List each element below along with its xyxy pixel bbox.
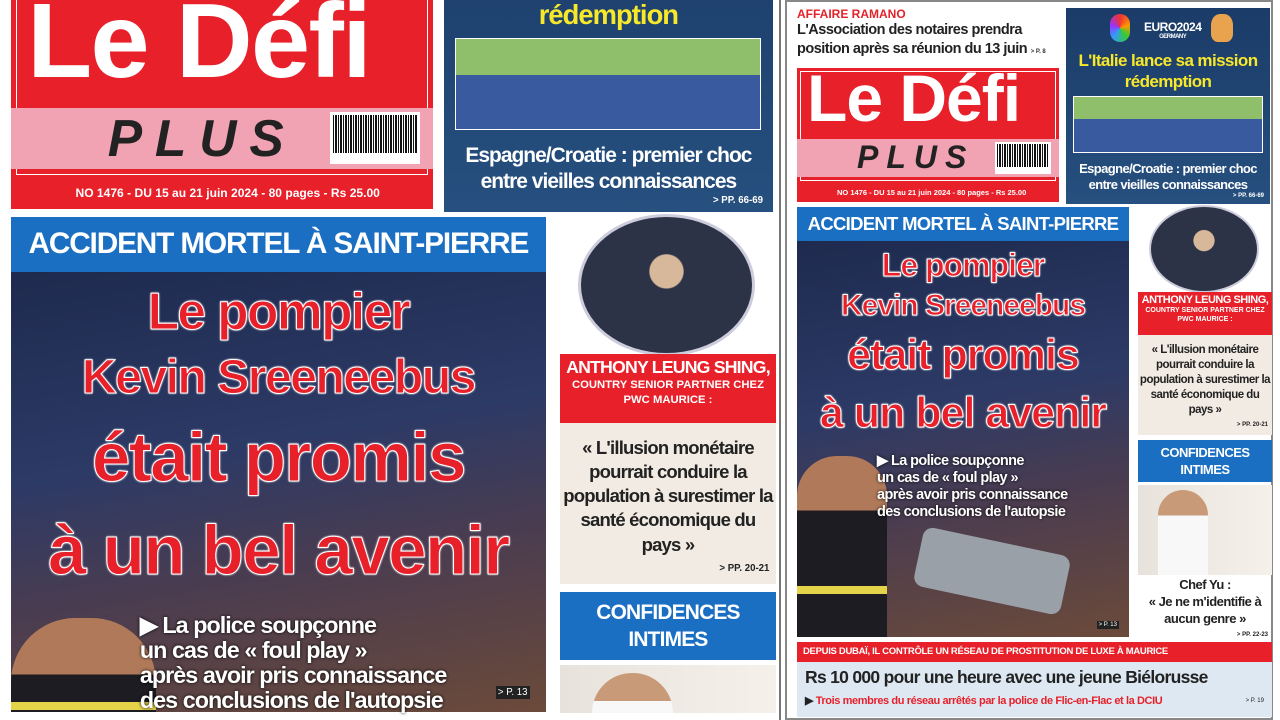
- portrait-photo: [578, 214, 755, 356]
- bottom-subheadline: [805, 694, 1162, 707]
- bottom-headline: Rs 10 000 pour une heure avec une jeune Biélorusse: [805, 667, 1208, 687]
- main-headline-line: Le pompier: [147, 282, 410, 341]
- main-subheadline: [877, 453, 1068, 521]
- sub-line: des conclusions de l'autopsie: [877, 504, 1066, 520]
- sub-line: des conclusions de l'autopsie: [139, 687, 443, 714]
- interview-quote: « L'illusion monétaire pourrait conduire la population à surestimer la santé économique du pays »: [563, 437, 773, 555]
- main-headline-line: était promis: [91, 417, 465, 496]
- masthead-logo: [797, 61, 1059, 202]
- triangle-bullet-icon: ▶: [877, 453, 888, 469]
- masthead-title: Le Défi: [807, 61, 1021, 135]
- euro-subheadline: Espagne/Croatie : premier choc entre vieilles connaissances: [1079, 161, 1257, 192]
- interview-name-box: [560, 354, 776, 423]
- euro-box: [444, 0, 772, 212]
- main-headline-line: Le pompier: [881, 247, 1045, 283]
- sub-line: un cas de « foul play »: [877, 470, 1018, 486]
- main-headline-line: Kevin Sreeneebus: [81, 350, 475, 405]
- sub-line: La police soupçonne: [162, 612, 377, 639]
- firefighter-image: [11, 618, 156, 712]
- top-story-kicker: AFFAIRE RAMANO: [797, 7, 906, 21]
- chef-photo: [1138, 485, 1272, 575]
- confidences-title: CONFIDENCES INTIMES: [560, 592, 776, 660]
- masthead-subtitle: PLUS: [107, 108, 297, 167]
- page-ref: > PP. 66-69: [712, 194, 763, 206]
- masthead-title: Le Défi: [27, 0, 371, 101]
- page-ref: > PP. 22-23: [1236, 632, 1268, 638]
- euro-brand-text: EURO2024: [1144, 20, 1202, 34]
- issue-info: NO 1476 - DU 15 au 21 juin 2024 - 80 pages - Rs 25.00: [75, 186, 380, 201]
- euro-headline: L'Italie lance sa mission rédemption: [1078, 51, 1258, 91]
- chef-name: Chef Yu :: [1179, 577, 1231, 592]
- interview-name: ANTHONY LEUNG SHING,: [566, 357, 770, 378]
- car-image: [912, 526, 1071, 616]
- chef-photo: [560, 665, 776, 713]
- page-ref: > PP. 20-21: [1236, 422, 1268, 428]
- interview-role: COUNTRY SENIOR PARTNER CHEZ PWC MAURICE :: [1145, 307, 1265, 323]
- top-story-headline: [797, 21, 1057, 62]
- euro-headline: rédemption: [538, 0, 679, 31]
- chef-quote-box: [1138, 576, 1272, 644]
- main-story-photo: [797, 241, 1129, 637]
- bottom-sub-text: Trois membres du réseau arrêtés par la police de Flic-en-Flac et la DCIU: [815, 695, 1163, 707]
- main-headline-line: à un bel avenir: [48, 511, 509, 590]
- reflective-stripe: [797, 586, 887, 594]
- main-story-photo: [11, 272, 546, 712]
- page-ref: > P. 13: [497, 686, 528, 698]
- sub-line: après avoir pris connaissance: [877, 487, 1068, 503]
- reflective-stripe: [11, 702, 156, 710]
- chef-quote: « Je ne m'identifie à aucun genre »: [1148, 594, 1262, 626]
- sub-line: un cas de « foul play »: [139, 637, 367, 664]
- main-headline-line: Kevin Sreeneebus: [840, 289, 1086, 322]
- euro-brand: [1144, 20, 1201, 40]
- bottom-story: [797, 662, 1272, 717]
- sub-line: après avoir pris connaissance: [139, 662, 447, 689]
- chef-figure: [592, 673, 673, 713]
- page-ref: > P. 8: [1030, 49, 1046, 55]
- issue-info: NO 1476 - DU 15 au 21 juin 2024 - 80 pages - Rs 25.00: [837, 188, 1027, 197]
- masthead-logo: [11, 0, 433, 209]
- sub-line: La police soupçonne: [891, 453, 1024, 469]
- page-ref: > P. 19: [1245, 698, 1264, 704]
- main-subheadline: [140, 613, 447, 713]
- confidences-title: CONFIDENCES INTIMES: [1138, 440, 1272, 482]
- interview-quote-box: [1138, 335, 1272, 435]
- barcode-icon: [995, 142, 1051, 174]
- page-ref: > PP. 20-21: [719, 562, 770, 574]
- mascot-icon: [1211, 14, 1233, 42]
- triangle-bullet-icon: ▶: [139, 612, 157, 639]
- main-kicker: ACCIDENT MORTEL À SAINT-PIERRE: [11, 217, 546, 272]
- interview-name-box: [1138, 292, 1272, 335]
- main-headline-line: à un bel avenir: [819, 389, 1107, 437]
- team-photo: [455, 38, 761, 130]
- magazine-cover: [785, 0, 1273, 720]
- main-kicker: ACCIDENT MORTEL À SAINT-PIERRE: [797, 207, 1129, 241]
- masthead-subtitle: PLUS: [857, 139, 975, 175]
- euro-subheadline: Espagne/Croatie : premier choc entre vieilles connaissances: [465, 143, 752, 193]
- page-ref: > P. 13: [1098, 622, 1117, 628]
- team-photo: [1073, 96, 1263, 153]
- portrait-photo: [1149, 205, 1259, 293]
- bottom-kicker: DEPUIS DUBAÏ, IL CONTRÔLE UN RÉSEAU DE PROSTITUTION DE LUXE À MAURICE: [797, 642, 1272, 662]
- interview-quote-box: [560, 423, 776, 584]
- triangle-bullet-icon: ▶: [805, 695, 814, 707]
- euro-brand-sub: GERMANY: [1159, 34, 1187, 40]
- full-cover-view: [785, 0, 1280, 720]
- interview-role: COUNTRY SENIOR PARTNER CHEZ PWC MAURICE :: [572, 379, 764, 406]
- euro-emblem-icon: [1110, 14, 1130, 42]
- barcode-icon: [330, 112, 420, 164]
- top-story-text: L'Association des notaires prendra position après sa réunion du 13 juin: [797, 22, 1028, 57]
- euro-box: [1066, 8, 1270, 204]
- firefighter-image: [797, 456, 887, 637]
- main-headline-line: était promis: [847, 331, 1079, 379]
- interview-quote: « L'illusion monétaire pourrait conduire la population à surestimer la santé économique du pays »: [1139, 344, 1271, 416]
- interview-name: ANTHONY LEUNG SHING,: [1141, 294, 1269, 306]
- chef-figure: [1158, 490, 1208, 575]
- page-ref: > PP. 66-69: [1232, 193, 1264, 199]
